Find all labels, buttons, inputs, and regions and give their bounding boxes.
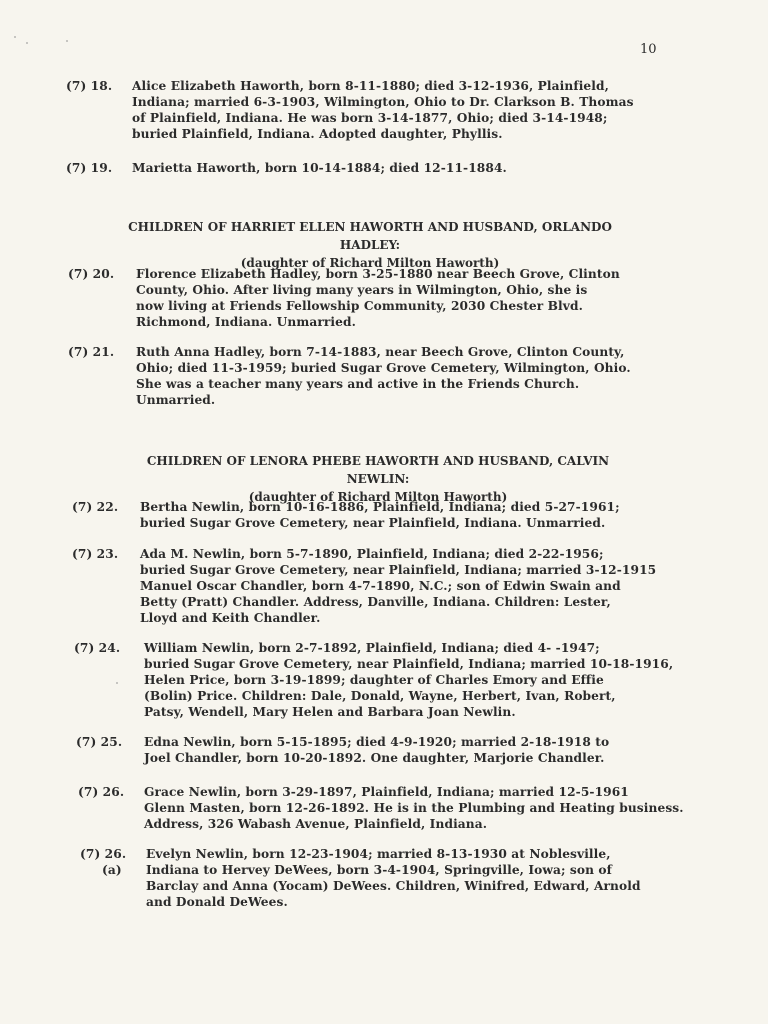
- scan-speck: [116, 682, 118, 684]
- generation-number: (7) 25.: [76, 735, 123, 749]
- entry-7-24: [74, 640, 754, 724]
- page-number: 10: [640, 42, 657, 57]
- entry-7-25: [76, 734, 756, 770]
- entry-7-26: [78, 784, 758, 836]
- generation-number: (7) 26.: [78, 785, 125, 799]
- scan-speck: [26, 42, 28, 44]
- generation-suffix: (a): [102, 863, 122, 877]
- entry-text: Alice Elizabeth Haworth, born 8-11-1880; died 3-12-1936, Plainfield, Indiana; married 6-3-1903, Wilmington, Ohio to Dr. Clarkson B. Thomas of Plainfield, Indiana. He was born 3-14-1877, Ohio; died 3-14-1948; buried Plainfield, Indiana. Adopted daughter, Phyllis.: [132, 79, 634, 141]
- entry-text: Ruth Anna Hadley, born 7-14-1883, near Beech Grove, Clinton County, Ohio; died 11-3-1959; buried Sugar Grove Cemetery, Wilmington, Ohio. She was a teacher many years and active in the Friends Church. Unmarried.: [136, 345, 631, 407]
- entry-7-23: [72, 546, 752, 630]
- entry-7-21: [68, 344, 748, 414]
- generation-number: (7) 21.: [68, 345, 115, 359]
- entry-text: William Newlin, born 2-7-1892, Plainfield, Indiana; died 4- -1947; buried Sugar Grove Cemetery, near Plainfield, Indiana; married 10-18-1916, Helen Price, born 3-19-1899; daughter of Charles Emory and Effie (Bolin) Price. Children: Dale, Donald, Wayne, Herbert, Ivan, Robert, Patsy, Wendell, Mary Helen and Barbara Joan Newlin.: [144, 641, 674, 719]
- generation-number: (7) 26.: [80, 847, 127, 861]
- generation-number: (7) 20.: [68, 267, 115, 281]
- entry-text: Grace Newlin, born 3-29-1897, Plainfield, Indiana; married 12-5-1961 Glenn Masten, born 12-26-1892. He is in the Plumbing and Heating business. Address, 326 Wabash Avenue, Plainfield, Indiana.: [144, 785, 684, 831]
- entry-7-26a: [80, 846, 760, 916]
- entry-text: Evelyn Newlin, born 12-23-1904; married 8-13-1930 at Noblesville, Indiana to Hervey DeWees, born 3-4-1904, Springville, Iowa; son of Barclay and Anna (Yocam) DeWees. Children, Winifred, Edward, Arnold and Donald DeWees.: [146, 847, 641, 909]
- entry-7-18: [66, 78, 746, 148]
- entry-text: Marietta Haworth, born 10-14-1884; died 12-11-1884.: [132, 161, 507, 175]
- generation-number: (7) 22.: [72, 500, 119, 514]
- scan-speck: [66, 40, 68, 42]
- generation-number: (7) 23.: [72, 547, 119, 561]
- entry-7-19: [66, 160, 746, 180]
- entry-text: Florence Elizabeth Hadley, born 3-25-1880 near Beech Grove, Clinton County, Ohio. After living many years in Wilmington, Ohio, she is now living at Friends Fellowship Community, 2030 Chester Blvd. Richmond, Indiana. Unmarried.: [136, 267, 620, 329]
- generation-number: (7) 18.: [66, 79, 113, 93]
- entry-7-20: [68, 266, 748, 336]
- entry-7-22: [72, 499, 752, 535]
- entry-text: Edna Newlin, born 5-15-1895; died 4-9-1920; married 2-18-1918 to Joel Chandler, born 10-20-1892. One daughter, Marjorie Chandler.: [144, 735, 610, 765]
- entry-text: Ada M. Newlin, born 5-7-1890, Plainfield, Indiana; died 2-22-1956; buried Sugar Grove Cemetery, near Plainfield, Indiana; married 3-12-1915 Manuel Oscar Chandler, born 4-7-1890, N.C.; son of Edwin Swain and Betty (Pratt) Chandler. Address, Danville, Indiana. Children: Lester, Lloyd and Keith Chandler.: [140, 547, 657, 625]
- generation-number: (7) 19.: [66, 161, 113, 175]
- section-heading-newlin: CHILDREN OF LENORA PHEBE HAWORTH AND HUSBAND, CALVIN NEWLIN: (daughter of Richard Milton Haworth): [146, 454, 610, 504]
- entry-text: Bertha Newlin, born 10-16-1886, Plainfield, Indiana; died 5-27-1961; buried Sugar Grove Cemetery, near Plainfield, Indiana. Unmarried.: [140, 500, 620, 530]
- scan-speck: [14, 36, 16, 38]
- section-heading-hadley: CHILDREN OF HARRIET ELLEN HAWORTH AND HUSBAND, ORLANDO HADLEY: (daughter of Richard Milton Haworth): [128, 220, 612, 270]
- generation-number: (7) 24.: [74, 641, 121, 655]
